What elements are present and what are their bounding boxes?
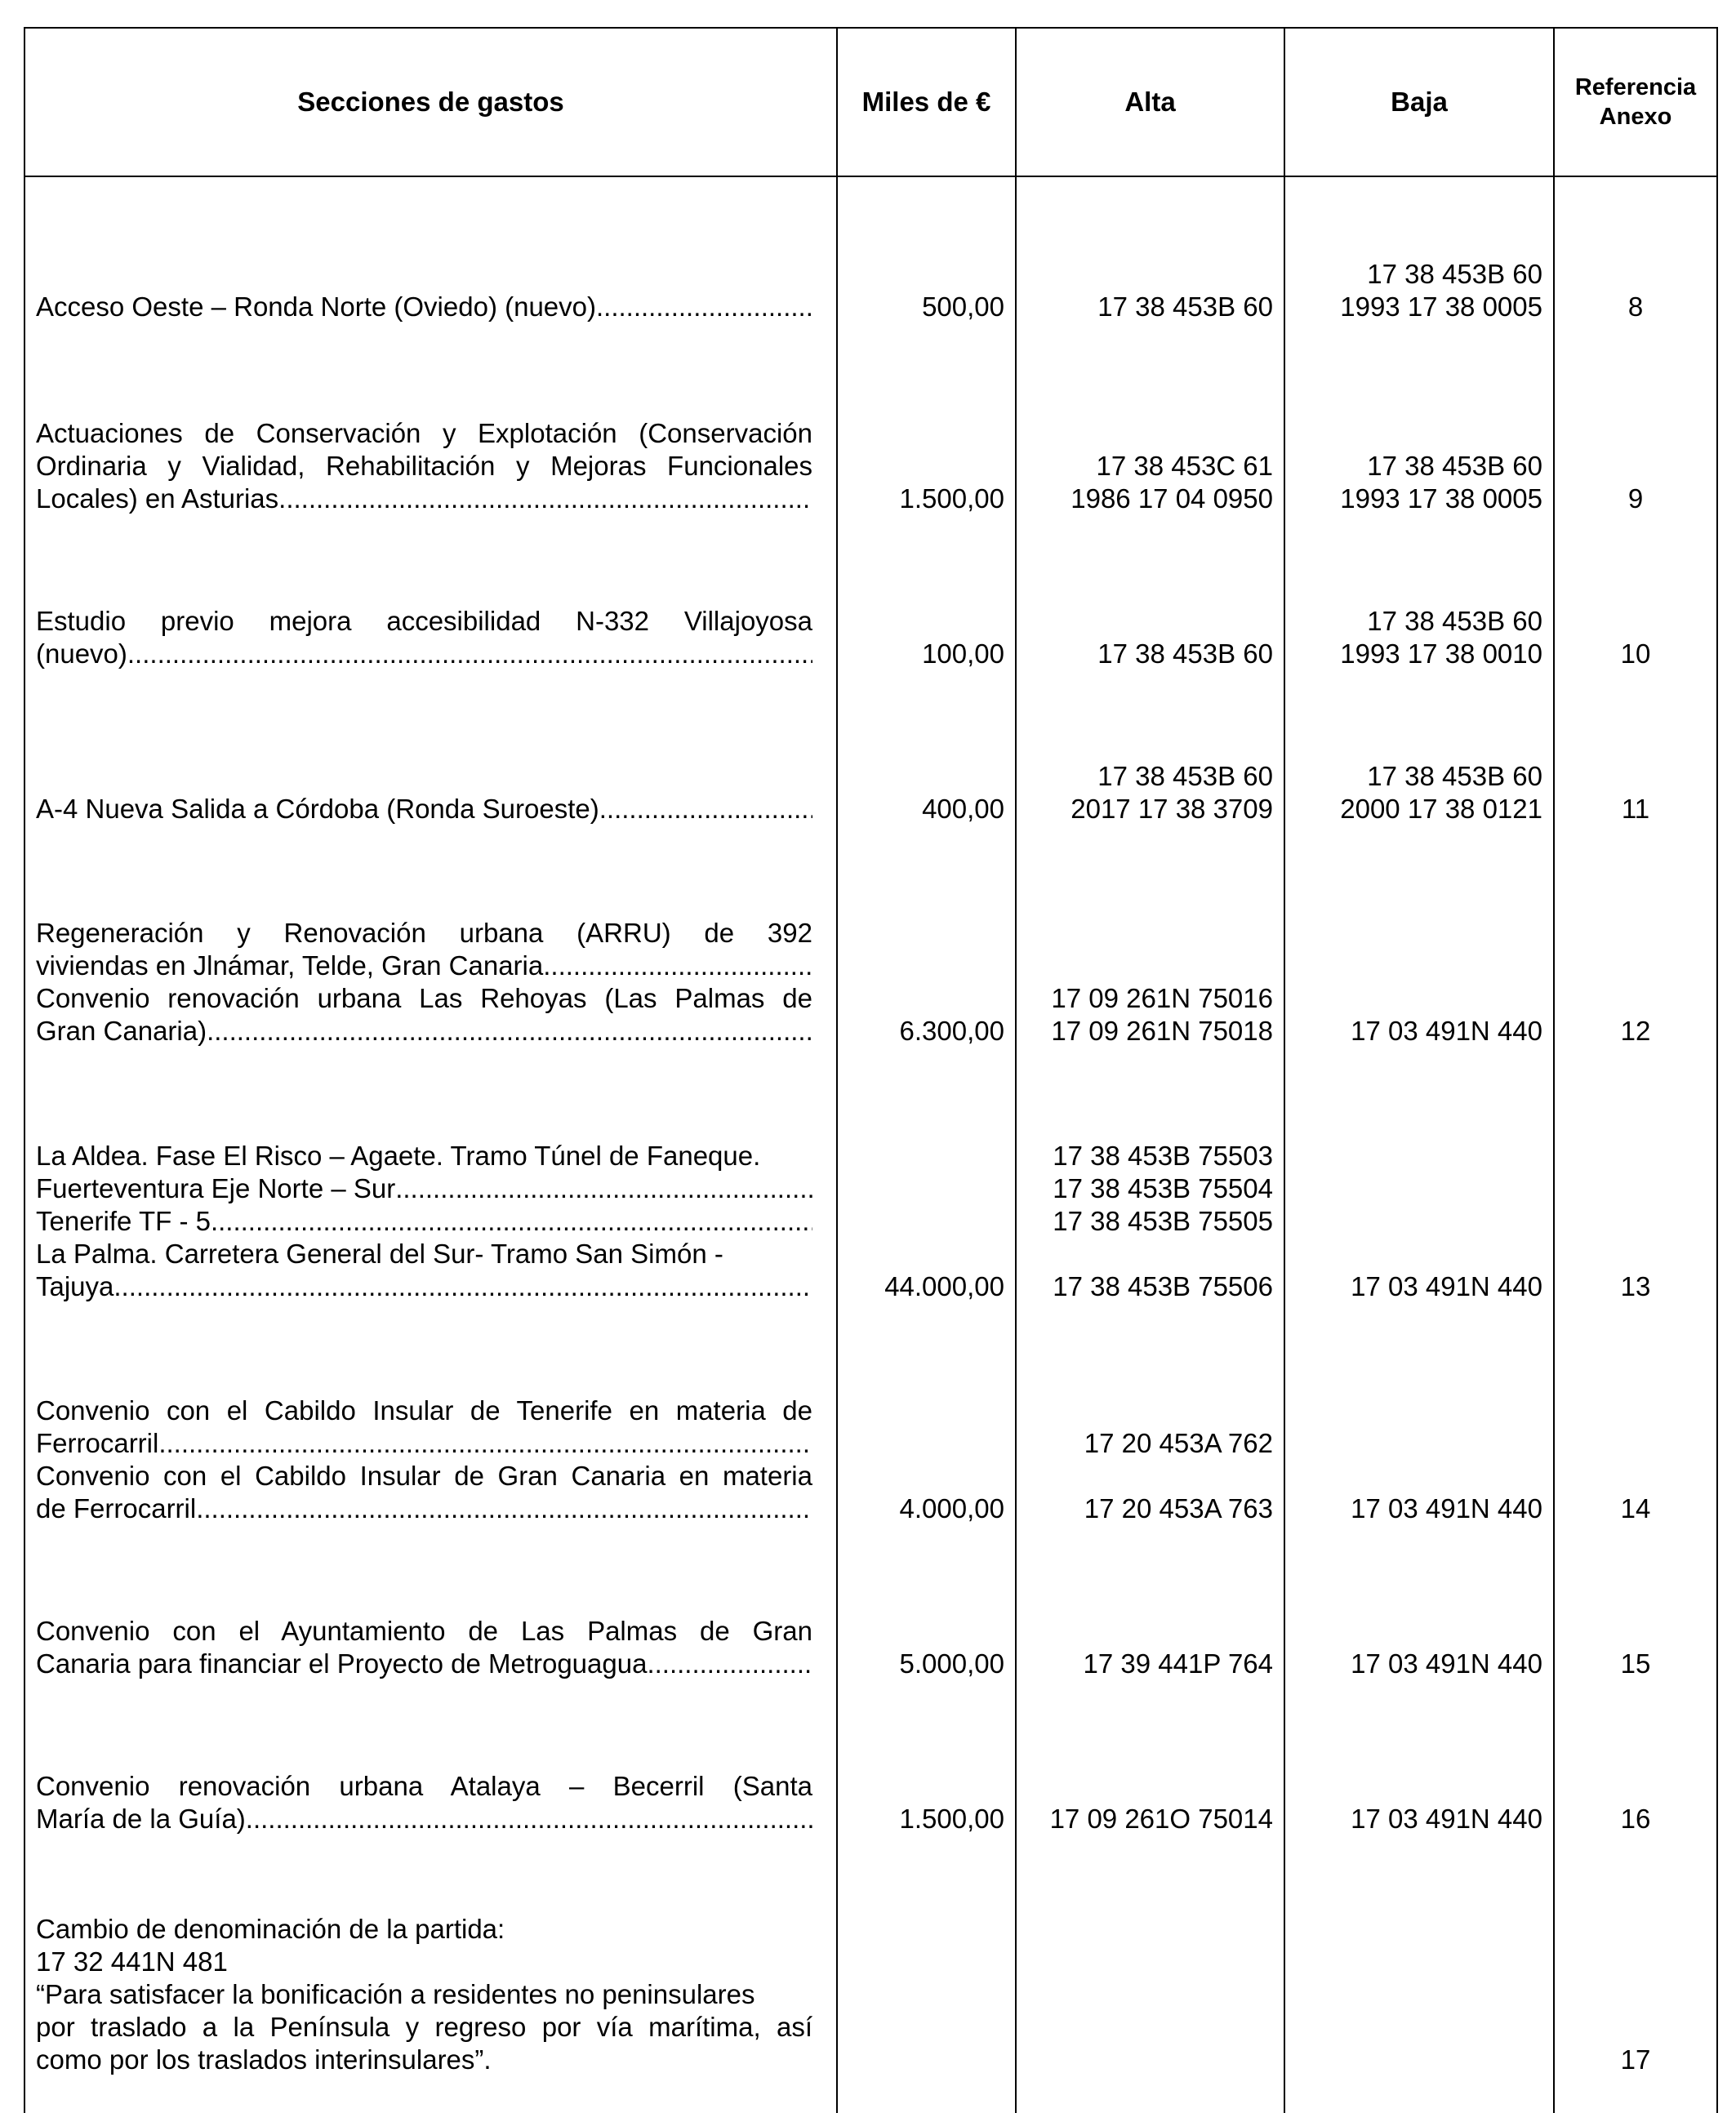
row-ref: 13: [1554, 1048, 1717, 1303]
baja-line: 1993 17 38 0005: [1340, 483, 1542, 514]
description-line: de Ferrocarril: [36, 1493, 197, 1524]
description-line: Tajuya: [36, 1271, 114, 1301]
table-row: [24, 1835, 1717, 2113]
baja-line: 17 03 491N 440: [1351, 1493, 1542, 1524]
dot-leader: [395, 1172, 812, 1205]
description-line: Ordinaria y Vialidad, Rehabilitación y Mejoras Funcionales: [36, 451, 812, 481]
description-line: A-4 Nueva Salida a Córdoba (Ronda Suroeste): [36, 794, 599, 824]
row-description: [24, 1048, 837, 1303]
baja-line: 17 38 453B 60: [1367, 606, 1542, 636]
alta-line: 17 38 453B 60: [1097, 761, 1273, 791]
row-baja: [1284, 1835, 1554, 2113]
row-alta: [1016, 176, 1284, 323]
description-line: viviendas en Jlnámar, Telde, Gran Canaria: [36, 950, 544, 981]
description-line: Canaria para financiar el Proyecto de Metroguagua: [36, 1648, 648, 1679]
description-line: Tenerife TF - 5: [36, 1206, 211, 1236]
description-line: Gran Canaria): [36, 1016, 207, 1046]
header-alta: Alta: [1016, 28, 1284, 176]
table-row: [24, 670, 1717, 825]
alta-line: 17 09 261N 75016: [1051, 983, 1273, 1013]
dot-leader: [127, 638, 812, 670]
row-ref: 11: [1554, 670, 1717, 825]
description-line: Actuaciones de Conservación y Explotación (Conservación: [36, 418, 812, 448]
dot-leader: [647, 1648, 812, 1680]
header-anexo: Anexo: [1599, 104, 1672, 130]
row-ref: 14: [1554, 1303, 1717, 1525]
dot-leader: [246, 1803, 812, 1835]
row-amount: 100,00: [837, 515, 1016, 670]
row-amount: 4.000,00: [837, 1303, 1016, 1525]
description-line: Convenio renovación urbana Atalaya – Becerril (Santa: [36, 1771, 812, 1801]
description-line: Estudio previo mejora accesibilidad N-332 Villajoyosa: [36, 606, 812, 636]
row-ref: 8: [1554, 176, 1717, 323]
header-referencia: Referencia: [1574, 74, 1697, 100]
description-line: La Palma. Carretera General del Sur- Tramo San Simón -: [36, 1239, 723, 1269]
table-row: [24, 515, 1717, 670]
row-description: [24, 825, 837, 1048]
baja-line: 17 03 491N 440: [1351, 1016, 1542, 1046]
row-baja: [1284, 670, 1554, 825]
table-row: [24, 176, 1717, 323]
description-line: Acceso Oeste – Ronda Norte (Oviedo) (nuevo).: [36, 291, 604, 322]
row-ref: 12: [1554, 825, 1717, 1048]
dot-leader: [286, 483, 812, 515]
row-description: [24, 323, 837, 515]
baja-line: 17 38 453B 60: [1367, 451, 1542, 481]
row-alta: [1016, 1835, 1284, 2113]
row-description: [24, 1525, 837, 1680]
description-line: Ferrocarril: [36, 1428, 159, 1458]
alta-line: 17 38 453B 60: [1097, 291, 1273, 322]
expense-sections-table: [24, 27, 1718, 2113]
description-line: Cambio de denominación de la partida:: [36, 1914, 505, 1944]
header-referencia-anexo: [1554, 28, 1717, 176]
baja-line: 17 38 453B 60: [1367, 761, 1542, 791]
alta-line: 17 09 261N 75018: [1051, 1016, 1273, 1046]
row-amount: 44.000,00: [837, 1048, 1016, 1303]
row-amount: 1.500,00: [837, 323, 1016, 515]
row-amount: 400,00: [837, 670, 1016, 825]
table-row: [24, 1525, 1717, 1680]
alta-line: 17 20 453A 763: [1084, 1493, 1273, 1524]
row-alta: [1016, 825, 1284, 1048]
row-ref: 9: [1554, 323, 1717, 515]
baja-line: 17 03 491N 440: [1351, 1648, 1542, 1679]
dot-leader: [114, 1270, 812, 1303]
baja-line: 17 03 491N 440: [1351, 1804, 1542, 1834]
row-baja: [1284, 176, 1554, 323]
table-header-row: [24, 28, 1717, 176]
description-line: “Para satisfacer la bonificación a residentes no peninsulares: [36, 1979, 755, 2009]
row-alta: [1016, 1048, 1284, 1303]
row-description: [24, 1835, 837, 2113]
dot-leader: [753, 1140, 763, 1172]
row-ref: 10: [1554, 515, 1717, 670]
baja-line: 17 38 453B 60: [1367, 259, 1542, 289]
alta-spacer: [1027, 1238, 1273, 1270]
row-amount: [837, 1835, 1016, 2113]
table-row: [24, 1303, 1717, 1525]
description-line: Convenio con el Cabildo Insular de Gran Canaria en materia: [36, 1461, 812, 1491]
dot-leader: [543, 950, 812, 982]
table-row: [24, 1048, 1717, 1303]
row-description: [24, 1303, 837, 1525]
alta-line: 17 39 441P 764: [1083, 1648, 1273, 1679]
row-alta: [1016, 1303, 1284, 1525]
row-baja: [1284, 825, 1554, 1048]
header-miles: Miles de €: [837, 28, 1016, 176]
row-amount: 6.300,00: [837, 825, 1016, 1048]
table-row: [24, 323, 1717, 515]
row-baja: [1284, 1680, 1554, 1835]
row-ref: 16: [1554, 1680, 1717, 1835]
dot-leader: [196, 1492, 812, 1525]
row-alta: [1016, 1525, 1284, 1680]
row-amount: 5.000,00: [837, 1525, 1016, 1680]
alta-line: 17 38 453B 75505: [1053, 1206, 1273, 1236]
description-line: 17 32 441N 481: [36, 1946, 228, 1977]
row-baja: [1284, 1525, 1554, 1680]
row-description: [24, 670, 837, 825]
description-line: Regeneración y Renovación urbana (ARRU) de 392: [36, 918, 812, 948]
description-line: Fuerteventura Eje Norte – Sur: [36, 1173, 396, 1203]
description-line: (nuevo): [36, 638, 127, 669]
description-line: Convenio con el Ayuntamiento de Las Palmas de Gran: [36, 1616, 812, 1646]
description-line: María de la Guía): [36, 1804, 246, 1834]
alta-line: 1986 17 04 0950: [1071, 483, 1273, 514]
description-line: Convenio renovación urbana Las Rehoyas (Las Palmas de: [36, 983, 812, 1013]
row-amount: 500,00: [837, 176, 1016, 323]
alta-line: 17 20 453A 762: [1084, 1428, 1273, 1458]
alta-spacer: [1027, 1460, 1273, 1492]
row-baja: [1284, 1303, 1554, 1525]
row-alta: [1016, 1680, 1284, 1835]
alta-line: 17 38 453B 60: [1097, 638, 1273, 669]
header-secciones: Secciones de gastos: [24, 28, 837, 176]
row-baja: [1284, 515, 1554, 670]
baja-line: 1993 17 38 0005: [1340, 291, 1542, 322]
description-line: Convenio con el Cabildo Insular de Tenerife en materia de: [36, 1395, 812, 1426]
row-alta: [1016, 323, 1284, 515]
description-line: Locales) en Asturias.: [36, 483, 287, 514]
baja-line: 17 03 491N 440: [1351, 1271, 1542, 1301]
row-description: [24, 1680, 837, 1835]
table-row: [24, 825, 1717, 1048]
description-line: como por los traslados interinsulares”.: [36, 2044, 492, 2075]
row-amount: 1.500,00: [837, 1680, 1016, 1835]
description-line: La Aldea. Fase El Risco – Agaete. Tramo Túnel de Faneque: [36, 1141, 754, 1171]
dot-leader: [599, 793, 812, 825]
row-ref: 17: [1554, 1835, 1717, 2113]
baja-line: 2000 17 38 0121: [1340, 794, 1542, 824]
row-alta: [1016, 515, 1284, 670]
dot-leader: [211, 1205, 812, 1238]
description-line: por traslado a la Península y regreso por vía marítima, así: [36, 2012, 812, 2042]
row-baja: [1284, 1048, 1554, 1303]
alta-line: 17 38 453B 75506: [1053, 1271, 1273, 1301]
dot-leader: [603, 291, 812, 323]
row-description: [24, 176, 837, 323]
header-baja: Baja: [1284, 28, 1554, 176]
row-baja: [1284, 323, 1554, 515]
dot-leader: [207, 1015, 812, 1048]
row-description: [24, 515, 837, 670]
alta-line: 17 38 453B 75503: [1053, 1141, 1273, 1171]
alta-line: 2017 17 38 3709: [1071, 794, 1273, 824]
table-row: [24, 1680, 1717, 1835]
alta-line: 17 38 453B 75504: [1053, 1173, 1273, 1203]
alta-line: 17 38 453C 61: [1096, 451, 1273, 481]
row-ref: 15: [1554, 1525, 1717, 1680]
baja-line: 1993 17 38 0010: [1340, 638, 1542, 669]
row-alta: [1016, 670, 1284, 825]
alta-line: 17 09 261O 75014: [1049, 1804, 1273, 1834]
dot-leader: [158, 1427, 812, 1460]
